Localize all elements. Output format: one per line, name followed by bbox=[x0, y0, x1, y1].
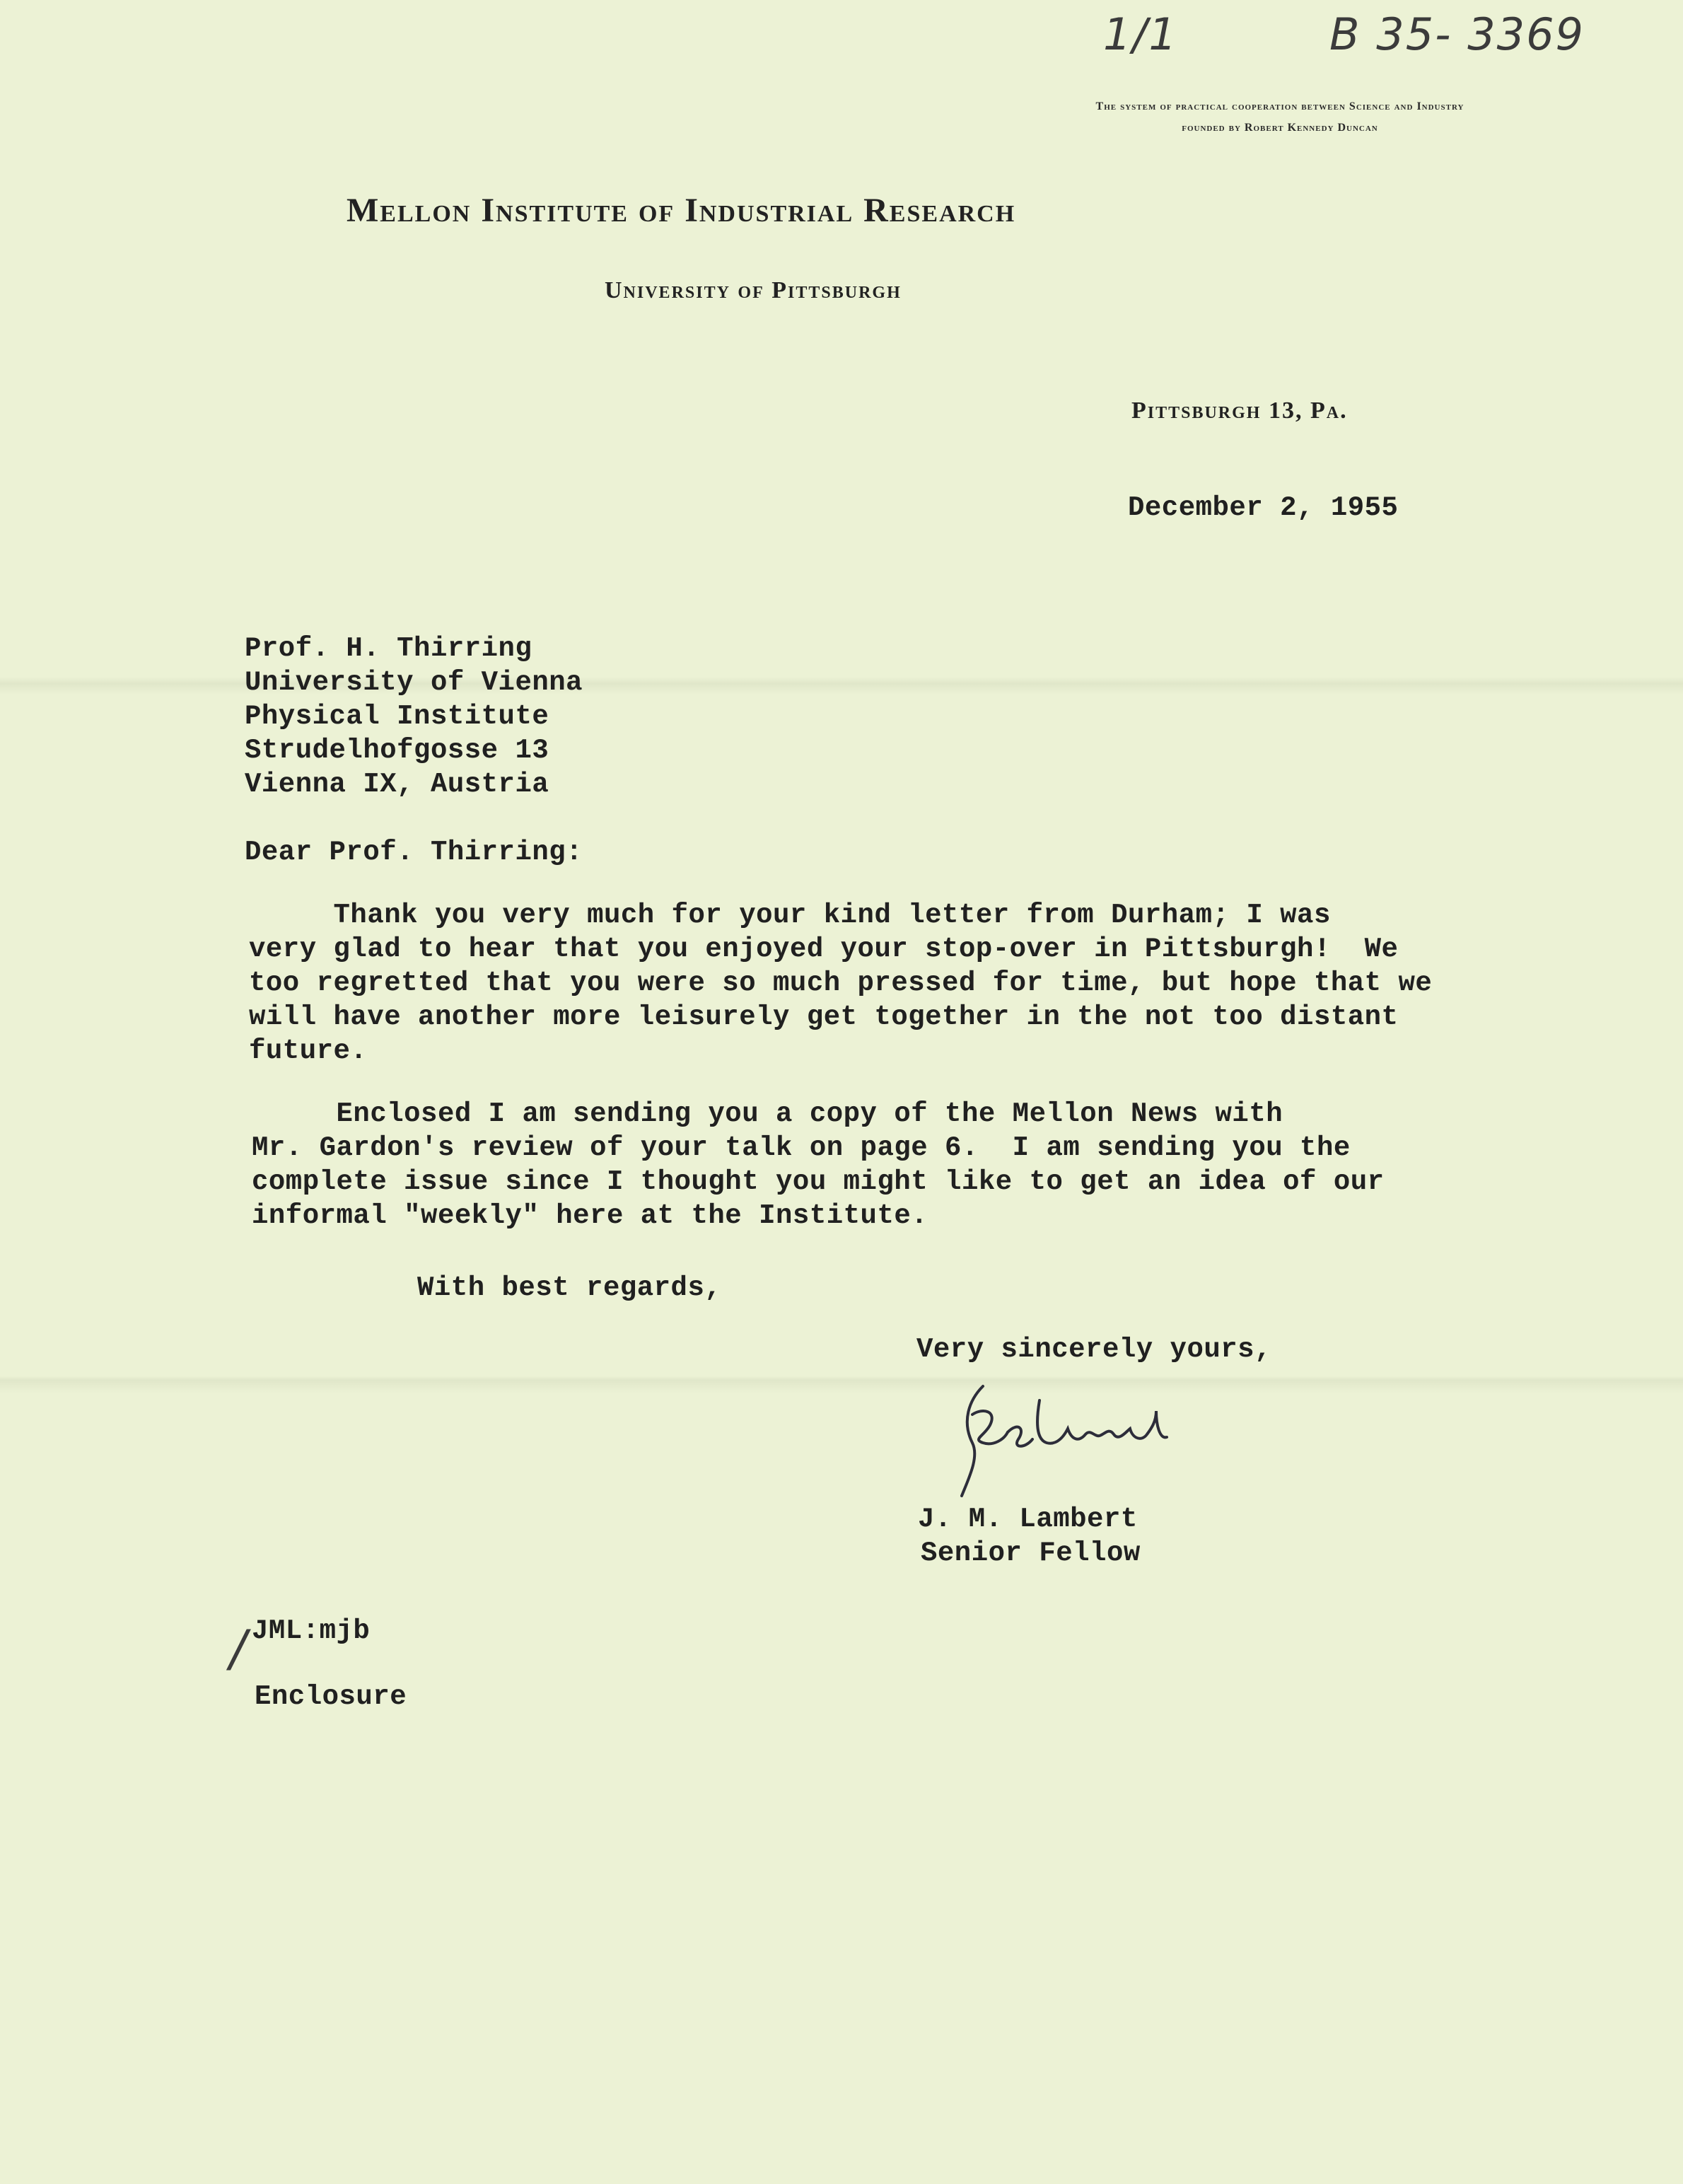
reference-initials: JML:mjb bbox=[252, 1615, 371, 1646]
recipient-line: Strudelhofgosse 13 bbox=[245, 735, 549, 766]
recipient-line: Physical Institute bbox=[245, 701, 549, 732]
university-name: University of Pittsburgh bbox=[605, 277, 902, 303]
body-line: future. bbox=[249, 1035, 368, 1067]
salutation: Dear Prof. Thirring: bbox=[245, 837, 583, 868]
enclosure-note: Enclosure bbox=[255, 1681, 407, 1712]
signer-name: J. M. Lambert bbox=[918, 1504, 1138, 1535]
body-line: will have another more leisurely get together in the not too distant bbox=[249, 1001, 1399, 1033]
body-line: too regretted that you were so much pressed for time, but hope that we bbox=[249, 968, 1433, 999]
handwritten-signature bbox=[940, 1372, 1195, 1499]
body-line: informal "weekly" here at the Institute. bbox=[252, 1200, 928, 1231]
signer-title: Senior Fellow bbox=[921, 1538, 1141, 1569]
margin-mark: / bbox=[230, 1620, 248, 1678]
body-line: Enclosed I am sending you a copy of the Mellon News with bbox=[252, 1098, 1283, 1129]
recipient-line: Vienna IX, Austria bbox=[245, 769, 549, 800]
archive-reference-mark: B 35- 3369 bbox=[1329, 8, 1585, 60]
closing-line: Very sincerely yours, bbox=[916, 1334, 1271, 1365]
letterhead-tagline-line1: The system of practical cooperation between Science and Industry bbox=[1095, 100, 1464, 112]
body-line: Mr. Gardon's review of your talk on page 6. I am sending you the bbox=[252, 1132, 1351, 1163]
institution-name: Mellon Institute of Industrial Research bbox=[346, 192, 1016, 229]
recipient-line: Prof. H. Thirring bbox=[245, 633, 532, 664]
letterhead-tagline-line2: founded by Robert Kennedy Duncan bbox=[1182, 122, 1378, 134]
letter-date: December 2, 1955 bbox=[1128, 492, 1399, 523]
body-line: Thank you very much for your kind letter from Durham; I was bbox=[249, 900, 1331, 931]
letterhead-city: Pittsburgh 13, Pa. bbox=[1131, 397, 1348, 424]
regards-line: With best regards, bbox=[417, 1272, 722, 1303]
recipient-line: University of Vienna bbox=[245, 667, 583, 698]
body-line: complete issue since I thought you might like to get an idea of our bbox=[252, 1166, 1385, 1197]
body-line: very glad to hear that you enjoyed your stop-over in Pittsburgh! We bbox=[249, 934, 1399, 965]
archive-page-mark: 1/1 bbox=[1103, 8, 1178, 60]
